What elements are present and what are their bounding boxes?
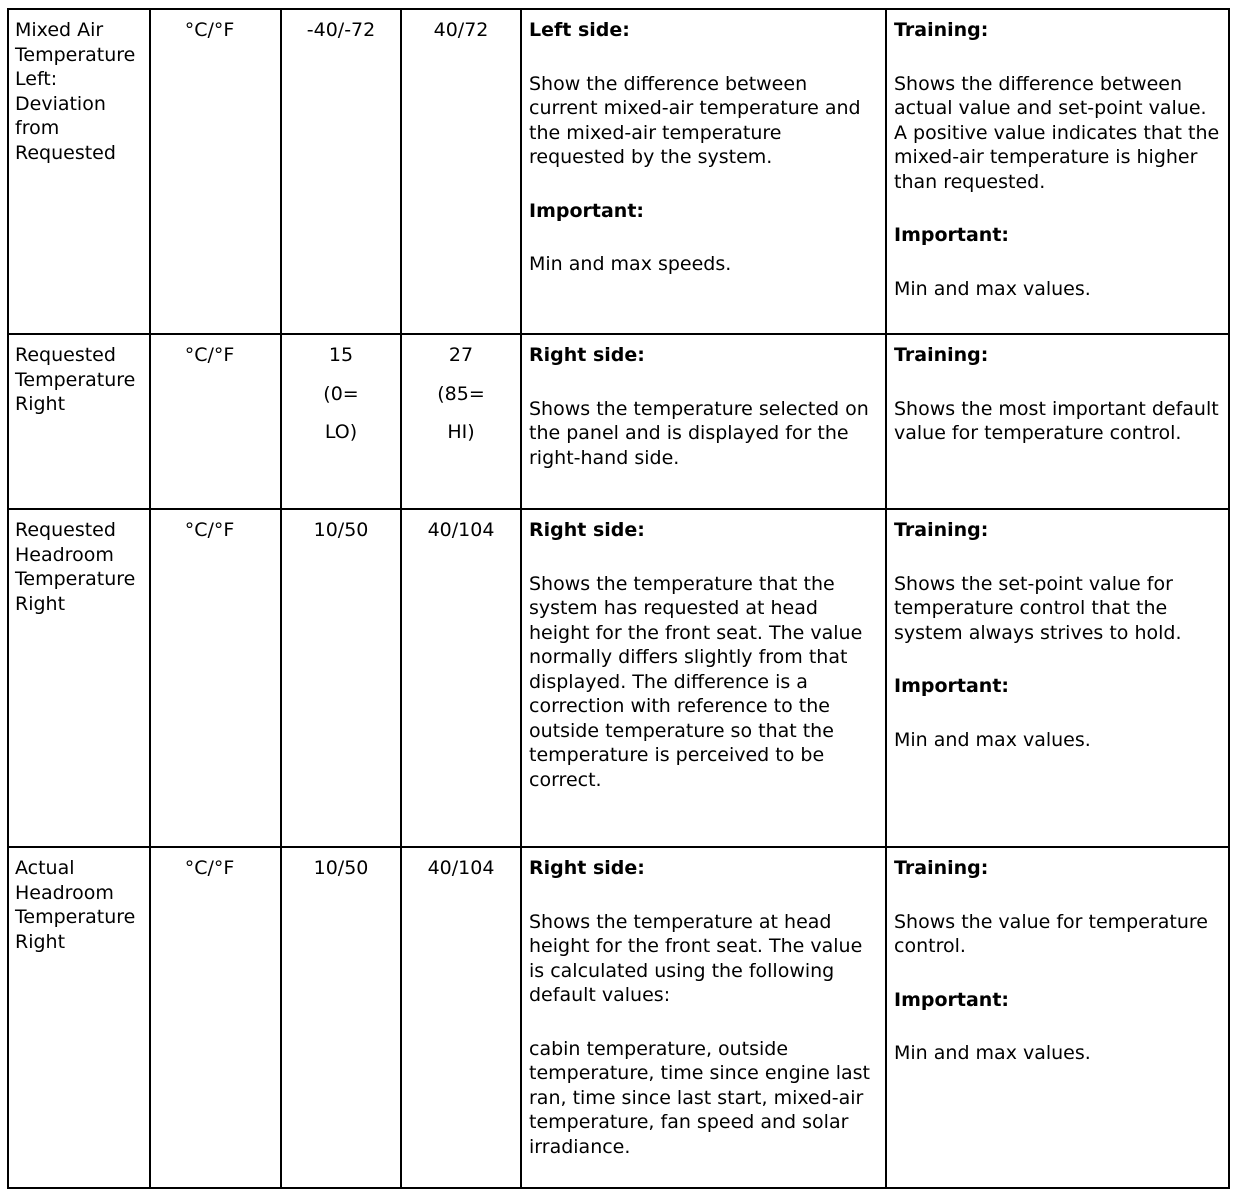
unit-text: °C/°F xyxy=(184,344,235,366)
parameter-name-cell xyxy=(8,9,150,334)
training-cell xyxy=(886,9,1229,334)
description-text: Shows the temperature that the system has requested at head height for the front seat. The value normally differs slightly from that displayed. The difference is a correction with reference to the outside temperature so that the temperature is perceived to be correct. xyxy=(529,572,863,791)
important-heading: Important: xyxy=(894,988,1010,1011)
description-heading: Left side: xyxy=(529,19,630,41)
parameter-name-line: Actual xyxy=(15,857,75,879)
min-value: 15 xyxy=(328,344,354,366)
parameter-name-line: Deviation xyxy=(15,92,106,115)
max-value: 40/104 xyxy=(427,857,495,879)
min-value: 10/50 xyxy=(313,857,369,879)
min-value-stack xyxy=(288,343,394,445)
max-value-cell xyxy=(401,334,521,509)
training-cell xyxy=(886,509,1229,847)
parameter-name-line: from xyxy=(15,117,60,139)
unit-cell xyxy=(150,847,281,1188)
description-cell xyxy=(521,334,886,509)
max-value-cell xyxy=(401,509,521,847)
parameter-name-line: Headroom xyxy=(15,543,114,566)
parameter-name-cell xyxy=(8,334,150,509)
parameter-name-line: Headroom xyxy=(15,881,114,904)
training-text: Shows the most important default value for temperature control. xyxy=(894,397,1219,444)
parameter-name-line: Temperature xyxy=(15,568,136,590)
parameter-name-line: Temperature xyxy=(15,43,136,66)
training-text: Shows the difference between actual value and set-point value. A positive value indicates that the mixed-air temperature is higher than requested. xyxy=(894,72,1220,193)
description-text: Shows the temperature at head height for the front seat. The value is calculated using the following default values: xyxy=(529,910,863,1006)
min-value-note: (0= xyxy=(323,382,359,405)
min-value-cell xyxy=(281,9,401,334)
min-value: 10/50 xyxy=(313,519,369,541)
parameter-name-line: Left: xyxy=(15,68,58,90)
max-value: 27 xyxy=(448,344,474,366)
max-value: 40/104 xyxy=(427,519,495,541)
description-heading: Right side: xyxy=(529,857,645,879)
min-value: -40/-72 xyxy=(306,19,376,41)
description-heading: Right side: xyxy=(529,344,645,366)
parameter-name-line: Requested xyxy=(15,344,116,366)
description-cell xyxy=(521,509,886,847)
min-value-cell xyxy=(281,509,401,847)
parameter-name-line: Right xyxy=(15,393,66,415)
parameter-name-line: Mixed Air xyxy=(15,19,104,41)
parameter-name-line: Requested xyxy=(15,141,116,164)
important-text: Min and max values. xyxy=(894,728,1091,751)
training-heading: Training: xyxy=(894,19,989,41)
unit-cell xyxy=(150,509,281,847)
parameter-name-line: Right xyxy=(15,592,66,615)
table-row xyxy=(8,847,1229,1188)
description-text: Shows the temperature selected on the panel and is displayed for the right-hand side. xyxy=(529,397,869,469)
parameter-name-cell xyxy=(8,509,150,847)
parameter-name-line: Requested xyxy=(15,519,116,541)
description-cell xyxy=(521,9,886,334)
parameter-name-cell xyxy=(8,847,150,1188)
parameter-name-line: Temperature xyxy=(15,906,136,928)
training-cell xyxy=(886,334,1229,509)
min-value-cell xyxy=(281,847,401,1188)
training-heading: Training: xyxy=(894,857,989,879)
important-heading: Important: xyxy=(894,224,1010,246)
training-text: Shows the set-point value for temperature control that the system always strives to hold. xyxy=(894,572,1182,644)
parameter-name-line: Temperature xyxy=(15,368,136,391)
max-value-note: HI) xyxy=(447,421,475,443)
table-row xyxy=(8,334,1229,509)
description-text-list: cabin temperature, outside temperature, time since engine last ran, time since last start, mixed-air temperature, fan speed and solar irradiance. xyxy=(529,1037,870,1158)
table-row xyxy=(8,509,1229,847)
min-value-cell xyxy=(281,334,401,509)
important-heading: Important: xyxy=(894,675,1010,697)
unit-text: °C/°F xyxy=(184,857,235,879)
training-heading: Training: xyxy=(894,519,989,541)
parameter-table xyxy=(7,8,1230,1189)
table-row xyxy=(8,9,1229,334)
important-text: Min and max values. xyxy=(894,277,1091,300)
max-value-stack xyxy=(408,343,514,445)
max-value: 40/72 xyxy=(433,19,489,41)
description-cell xyxy=(521,847,886,1188)
training-cell xyxy=(886,847,1229,1188)
unit-cell xyxy=(150,334,281,509)
important-text: Min and max speeds. xyxy=(529,253,732,275)
training-text: Shows the value for temperature control. xyxy=(894,910,1208,957)
unit-cell xyxy=(150,9,281,334)
min-value-note: LO) xyxy=(324,421,358,443)
max-value-cell xyxy=(401,9,521,334)
important-heading: Important: xyxy=(529,199,645,222)
unit-text: °C/°F xyxy=(184,19,235,41)
important-text: Min and max values. xyxy=(894,1042,1091,1064)
parameter-name-line: Right xyxy=(15,930,66,953)
max-value-note: (85= xyxy=(437,382,485,405)
unit-text: °C/°F xyxy=(184,519,235,541)
description-heading: Right side: xyxy=(529,519,645,541)
description-text: Show the difference between current mixed-air temperature and the mixed-air temperature requested by the system. xyxy=(529,72,861,168)
training-heading: Training: xyxy=(894,344,989,366)
max-value-cell xyxy=(401,847,521,1188)
